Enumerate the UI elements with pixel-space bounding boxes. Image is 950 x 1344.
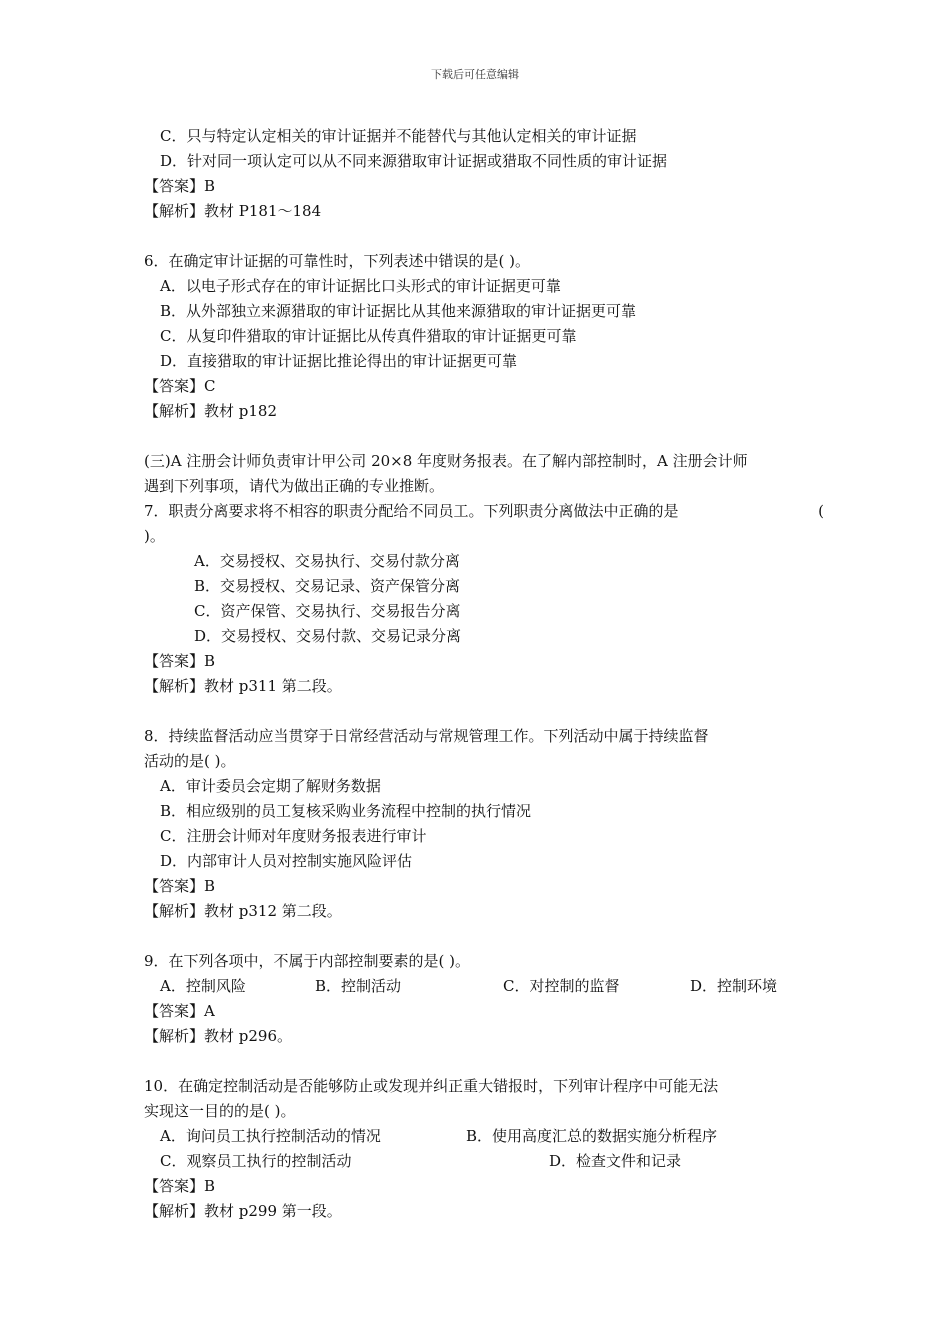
- document-body: [144, 124, 824, 1224]
- q9-option-c: C．对控制的监督: [503, 977, 620, 995]
- page-header: 下载后可任意编辑: [431, 68, 519, 81]
- q7-question-paren: (: [818, 502, 824, 520]
- q10-answer: 【答案】B: [144, 1177, 216, 1195]
- q7-question-line2: )。: [144, 527, 165, 545]
- q9-analysis: 【解析】教材 p296。: [144, 1027, 293, 1045]
- q6-answer: 【答案】C: [144, 377, 216, 395]
- q7-option-d: D．交易授权、交易付款、交易记录分离: [194, 627, 462, 645]
- q7-analysis: 【解析】教材 p311 第二段。: [144, 677, 342, 695]
- q10-question-line1: 10．在确定控制活动是否能够防止或发现并纠正重大错报时，下列审计程序中可能无法: [144, 1077, 719, 1095]
- q10-question-line2: 实现这一目的的是( )。: [144, 1102, 296, 1120]
- q5-option-d: D．针对同一项认定可以从不同来源猎取审计证据或猎取不同性质的审计证据: [160, 152, 668, 170]
- q9-options-row: [144, 974, 824, 999]
- q8-option-d: D．内部审计人员对控制实施风险评估: [160, 852, 413, 870]
- q8-analysis: 【解析】教材 p312 第二段。: [144, 902, 342, 920]
- section3-intro-line2: 遇到下列事项，请代为做出正确的专业推断。: [144, 477, 445, 495]
- q10-options-row2: [144, 1149, 824, 1174]
- q9-answer: 【答案】A: [144, 1002, 215, 1020]
- q6-analysis: 【解析】教材 p182: [144, 402, 278, 420]
- q7-question-text: 7．职责分离要求将不相容的职责分配给不同员工。下列职责分离做法中正确的是: [144, 502, 679, 520]
- q8-answer: 【答案】B: [144, 877, 216, 895]
- q8-question-line2: 活动的是( )。: [144, 752, 236, 770]
- section3-intro-line1: (三)A 注册会计师负责审计甲公司 20×8 年度财务报表。在了解内部控制时，A 注册会计师: [144, 452, 748, 470]
- q10-option-a: A．询问员工执行控制活动的情况: [160, 1127, 381, 1145]
- q7-option-c: C．资产保管、交易执行、交易报告分离: [194, 602, 461, 620]
- q8-option-a: A．审计委员会定期了解财务数据: [160, 777, 381, 795]
- q8-question-line1: 8．持续监督活动应当贯穿于日常经营活动与常规管理工作。下列活动中属于持续监督: [144, 727, 709, 745]
- q10-options-row1: [144, 1124, 824, 1149]
- q6-option-b: B．从外部独立来源猎取的审计证据比从其他来源猎取的审计证据更可靠: [160, 302, 637, 320]
- q6-option-d: D．直接猎取的审计证据比推论得出的审计证据更可靠: [160, 352, 518, 370]
- q7-option-a: A．交易授权、交易执行、交易付款分离: [194, 552, 460, 570]
- q9-option-b: B．控制活动: [315, 977, 402, 995]
- q5-answer: 【答案】B: [144, 177, 216, 195]
- q9-option-a: A．控制风险: [160, 977, 246, 995]
- q7-option-b: B．交易授权、交易记录、资产保管分离: [194, 577, 461, 595]
- q6-option-a: A．以电子形式存在的审计证据比口头形式的审计证据更可靠: [160, 277, 561, 295]
- q5-analysis: 【解析】教材 P181～184: [144, 202, 322, 220]
- q8-option-b: B．相应级别的员工复核采购业务流程中控制的执行情况: [160, 802, 532, 820]
- q5-option-c: C．只与特定认定相关的审计证据并不能替代与其他认定相关的审计证据: [160, 127, 637, 145]
- q10-analysis: 【解析】教材 p299 第一段。: [144, 1202, 342, 1220]
- q7-question-line1: [144, 499, 824, 524]
- q9-option-d: D．控制环境: [690, 977, 778, 995]
- q7-answer: 【答案】B: [144, 652, 216, 670]
- q9-question: 9．在下列各项中，不属于内部控制要素的是( )。: [144, 952, 471, 970]
- q10-option-d: D．检查文件和记录: [549, 1152, 682, 1170]
- q8-option-c: C．注册会计师对年度财务报表进行审计: [160, 827, 427, 845]
- q6-option-c: C．从复印件猎取的审计证据比从传真件猎取的审计证据更可靠: [160, 327, 577, 345]
- q10-option-c: C．观察员工执行的控制活动: [160, 1152, 352, 1170]
- q10-option-b: B．使用高度汇总的数据实施分析程序: [466, 1127, 718, 1145]
- q6-question: 6．在确定审计证据的可靠性时，下列表述中错误的是( )。: [144, 252, 531, 270]
